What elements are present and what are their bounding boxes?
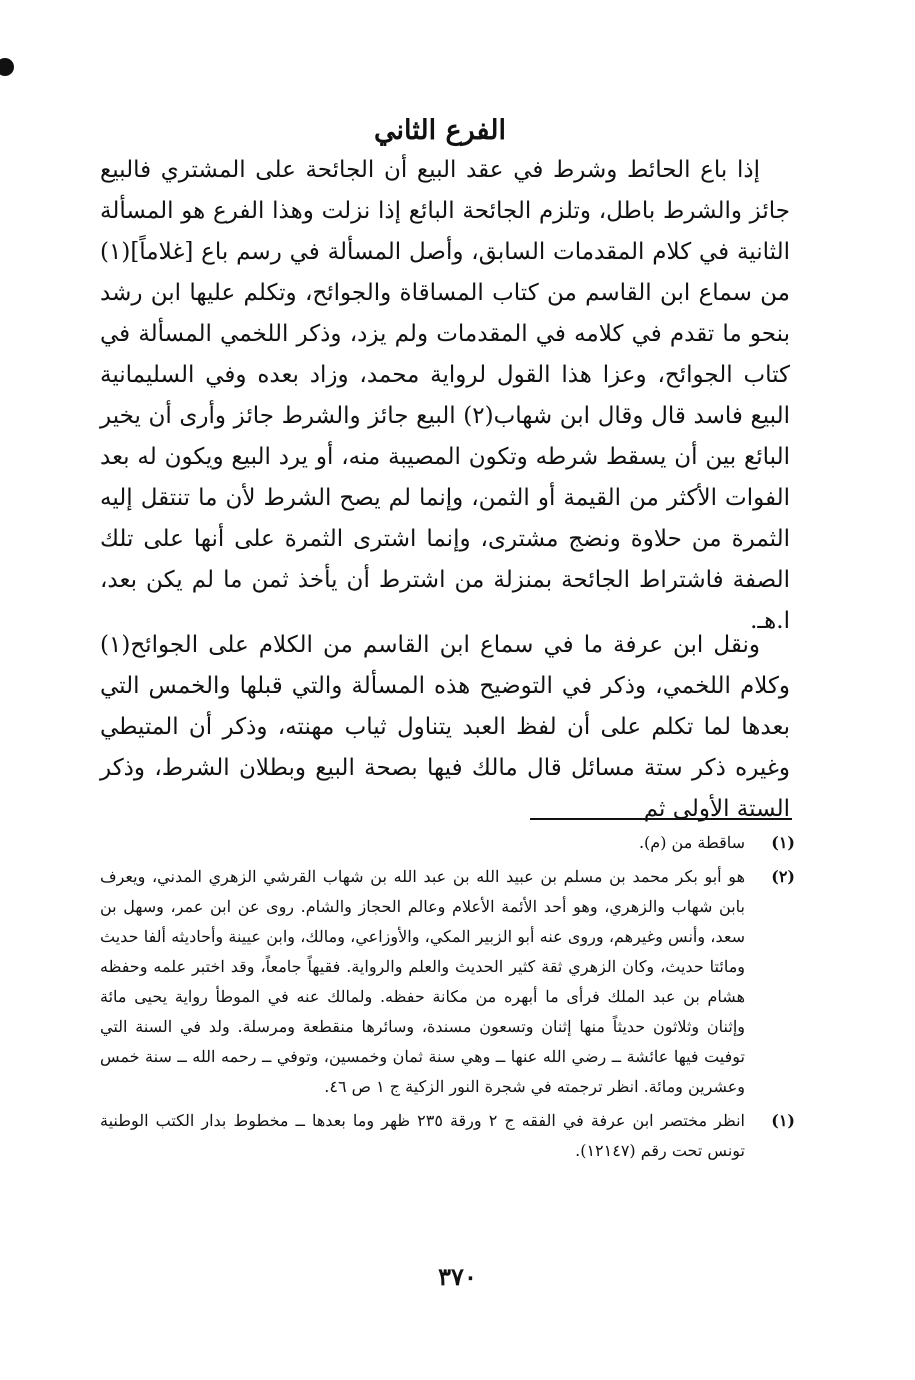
footnote-2 [100,862,795,1102]
scan-mark-dot [0,58,14,76]
paragraph-1: إذا باع الحائط وشرط في عقد البيع أن الجائحة على المشتري فالبيع جائز والشرط باطل، وتلزم الجائحة البائع إذا نزلت وهذا الفرع هو المسألة الثانية في كلام المقدمات السابق، وأصل المسألة في رسم باع [غلاماً](١) من سماع ابن القاسم من كتاب المساقاة والجوائح، وتكلم عليها ابن رشد بنحو ما تقدم في كلامه في المقدمات ولم يزد، وذكر اللخمي المسألة في كتاب الجوائح، وعزا هذا القول لرواية محمد، وزاد بعده وفي السليمانية البيع فاسد قال وقال ابن شهاب(٢) البيع جائز والشرط جائز وأرى أن يخير البائع بين أن يسقط شرطه وتكون المصيبة منه، أو يرد البيع ويكون له بعد الفوات الأكثر من القيمة أو الثمن، وإنما لم يصح الشرط لأن ما تنتقل إليه الثمرة من حلاوة ونضج مشترى، وإنما اشترى الثمرة على أنها على تلك الصفة فاشتراط الجائحة بمنزلة من اشترط أن يأخذ ثمن ما لم يكن بعد، ا.هـ. [100,157,790,634]
footnotes [100,828,795,1166]
section-heading: الفرع الثاني [374,115,506,146]
footnote-separator [530,818,792,820]
page-number: ٣٧٠ [438,1262,477,1291]
footnote-text: ساقطة من (م). [638,833,745,852]
footnote-number: (١) [771,833,795,852]
footnote-text: انظر مختصر ابن عرفة في الفقه ج ٢ ورقة ٢٣٥ ظهر وما بعدها ــ مخطوط بدار الكتب الوطنية تونس تحت رقم (١٢١٤٧). [100,1111,745,1160]
footnote-text: هو أبو بكر محمد بن مسلم بن عبيد الله بن عبد الله بن شهاب القرشي الزهري المدني، ويعرف بابن شهاب والزهري، وهو أحد الأئمة الأعلام وعالم الحجاز والشام. روى عن ابن عمر، وسهل بن سعد، وأنس وغيرهم، وروى عنه أبو الزبير المكي، والأوزاعي، ومالك، وابن عيينة وأحاديثه ألفا حديث ومائتا حديث، وكان الزهري ثقة كثير الحديث والعلم والرواية. فقيهاً جامعاً، وقد اختبر علمه وحفظه هشام بن عبد الملك فرأى ما أبهره من مكانة حفظه. ولمالك عنه في الموطأ رواية يحيى مائة وإثنان وثلاثون حديثاً منها إثنان وتسعون مسندة، وسائرها منقطعة ومرسلة. ولد في السنة التي توفيت فيها عائشة ــ رضي الله عنها ــ وهي سنة ثمان وخمسين، وتوفي ــ رحمه الله ــ سنة خمس وعشرين ومائة. انظر ترجمته في شجرة النور الزكية ج ١ ص ٤٦. [100,867,746,1096]
footnote-3 [100,1106,795,1166]
footnote-number: (٢) [771,867,795,886]
footnote-number: (١) [771,1111,795,1130]
paragraph-2: ونقل ابن عرفة ما في سماع ابن القاسم من الكلام على الجوائح(١) وكلام اللخمي، وذكر في التوضيح هذه المسألة والتي قبلها والخمس التي بعدها لما تكلم على أن لفظ العبد يتناول ثياب مهنته، وذكر أن المتيطي وغيره ذكر ستة مسائل قال مالك فيها بصحة البيع وبطلان الشرط، وذكر الستة الأولى ثم [100,632,790,822]
main-text [100,150,790,822]
footnote-1 [100,828,795,858]
